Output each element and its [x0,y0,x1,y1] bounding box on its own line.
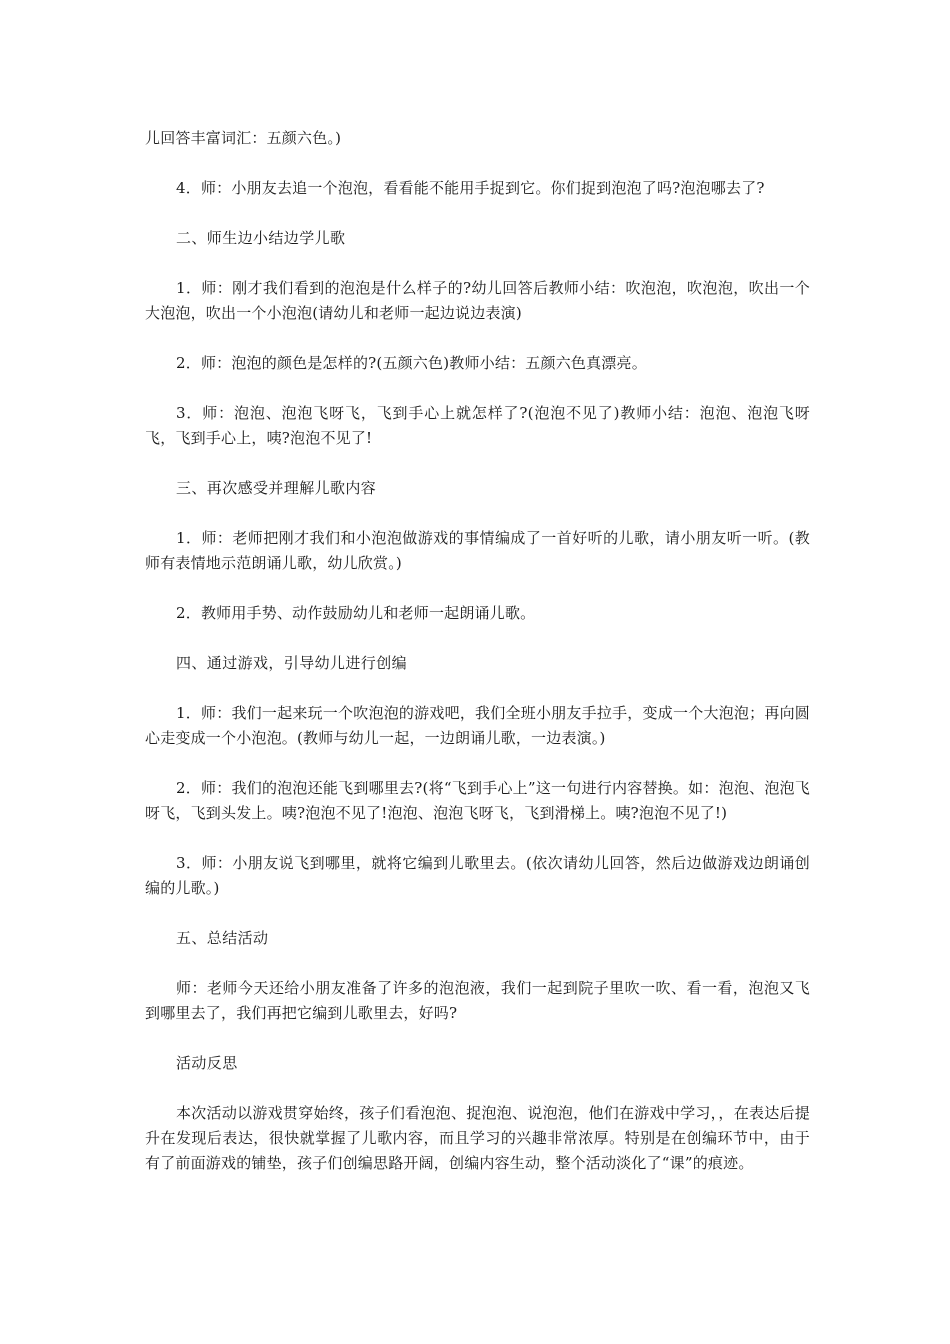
section-heading-2: 二、师生边小结边学儿歌 [176,229,346,247]
section-heading-5: 五、总结活动 [176,929,269,947]
paragraph-4-step-3: 3．师：小朋友说飞到哪里，就将它编到儿歌里去。(依次请幼儿回答，然后边做游戏边朗诵创编的儿歌。) [145,854,810,897]
paragraph-4-step-2: 2．师：我们的泡泡还能飞到哪里去?(将“飞到手心上”这一句进行内容替换。如：泡泡、泡泡飞呀飞，飞到头发上。咦?泡泡不见了!泡泡、泡泡飞呀飞，飞到滑梯上。咦?泡泡不见了!) [145,779,810,822]
paragraph-2-step-2: 2．师：泡泡的颜色是怎样的?(五颜六色)教师小结：五颜六色真漂亮。 [176,354,647,372]
paragraph-4-step-1: 1．师：我们一起来玩一个吹泡泡的游戏吧，我们全班小朋友手拉手，变成一个大泡泡；再向圆心走变成一个小泡泡。(教师与幼儿一起，一边朗诵儿歌，一边表演。) [145,704,810,747]
document-page [145,126,810,1201]
paragraph-2-step-3: 3．师：泡泡、泡泡飞呀飞，飞到手心上就怎样了?(泡泡不见了)教师小结：泡泡、泡泡飞呀飞，飞到手心上，咦?泡泡不见了! [145,404,810,447]
paragraph-3-step-2: 2．教师用手势、动作鼓励幼儿和老师一起朗诵儿歌。 [176,604,536,622]
paragraph-summary: 师：老师今天还给小朋友准备了许多的泡泡液，我们一起到院子里吹一吹、看一看，泡泡又飞到哪里去了，我们再把它编到儿歌里去，好吗? [145,979,810,1022]
paragraph-reflection: 本次活动以游戏贯穿始终，孩子们看泡泡、捉泡泡、说泡泡，他们在游戏中学习，，在表达后提升在发现后表达，很快就掌握了儿歌内容，而且学习的兴趣非常浓厚。特别是在创编环节中，由于有了前面游戏的铺垫，孩子们创编思路开阔，创编内容生动，整个活动淡化了“课”的痕迹。 [145,1104,810,1172]
section-heading-3: 三、再次感受并理解儿歌内容 [176,479,377,497]
paragraph-2-step-1: 1．师：刚才我们看到的泡泡是什么样子的?幼儿回答后教师小结：吹泡泡，吹泡泡，吹出一个大泡泡，吹出一个小泡泡(请幼儿和老师一起边说边表演) [145,279,810,322]
paragraph-step-4: 4．师：小朋友去追一个泡泡，看看能不能用手捉到它。你们捉到泡泡了吗?泡泡哪去了? [176,179,765,197]
section-heading-reflection: 活动反思 [176,1054,238,1072]
paragraph-3-step-1: 1．师：老师把刚才我们和小泡泡做游戏的事情编成了一首好听的儿歌，请小朋友听一听。(教师有表情地示范朗诵儿歌，幼儿欣赏。) [145,529,810,572]
section-heading-4: 四、通过游戏，引导幼儿进行创编 [176,654,408,672]
paragraph-continuation: 儿回答丰富词汇：五颜六色。) [145,129,342,147]
